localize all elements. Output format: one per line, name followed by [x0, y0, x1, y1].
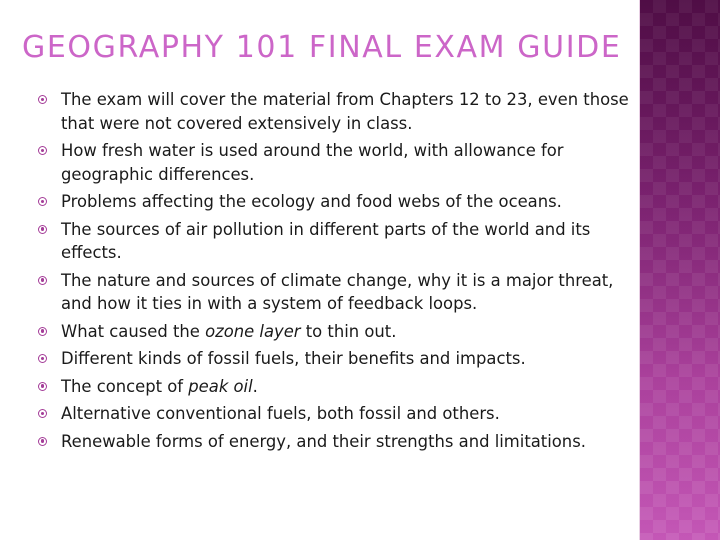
- bullet-text: How fresh water is used around the world, with allowance for geographic differences.: [61, 141, 564, 184]
- bullet-text-pre: What caused the: [61, 321, 206, 341]
- bullet-text: Different kinds of fossil fuels, their benefits and impacts.: [61, 349, 526, 368]
- bullet-text: Problems affecting the ecology and food webs of the oceans.: [61, 192, 562, 211]
- bullet-item: [36, 190, 636, 214]
- bullet-text-pre: The concept of: [61, 376, 189, 396]
- bullet-text: The sources of air pollution in different parts of the world and its effects.: [61, 219, 591, 262]
- target-bullet-icon: [38, 197, 47, 206]
- target-bullet-icon: [38, 409, 47, 418]
- bullet-item: [36, 347, 636, 371]
- slide-title: GEOGRAPHY 101 FINAL EXAM GUIDE: [22, 30, 622, 65]
- bullet-text: Renewable forms of energy, and their strengths and limitations.: [61, 431, 586, 451]
- bullet-text-post: .: [252, 376, 258, 396]
- target-bullet-icon: [38, 382, 47, 391]
- target-bullet-icon: [38, 146, 47, 155]
- target-bullet-icon: [38, 95, 47, 104]
- target-bullet-icon: [38, 437, 47, 446]
- target-bullet-icon: [38, 327, 47, 336]
- bullet-text-post: to thin out.: [300, 321, 397, 341]
- bullet-item: [36, 320, 636, 344]
- side-band-divider: [639, 0, 640, 540]
- bullet-text: The nature and sources of climate change, why it is a major threat, and how it ties in with a system of feedback loops.: [61, 270, 614, 313]
- bullet-text-emphasis: ozone layer: [205, 321, 301, 341]
- bullet-item: [36, 402, 636, 426]
- bullet-list: [36, 88, 636, 457]
- bullet-item: [36, 139, 636, 186]
- target-bullet-icon: [38, 276, 47, 285]
- bullet-text-emphasis: peak oil: [188, 376, 253, 396]
- target-bullet-icon: [38, 354, 47, 363]
- bullet-text: The exam will cover the material from Chapters 12 to 23, even those that were not covered extensively in class.: [61, 90, 629, 133]
- bullet-item: [36, 88, 636, 135]
- target-bullet-icon: [38, 225, 47, 234]
- bullet-item: [36, 375, 636, 399]
- bullet-item: [36, 269, 636, 316]
- bullet-text: Alternative conventional fuels, both fossil and others.: [61, 404, 500, 423]
- decorative-side-band: [640, 0, 720, 540]
- bullet-item: [36, 218, 636, 265]
- bullet-item: [36, 430, 636, 454]
